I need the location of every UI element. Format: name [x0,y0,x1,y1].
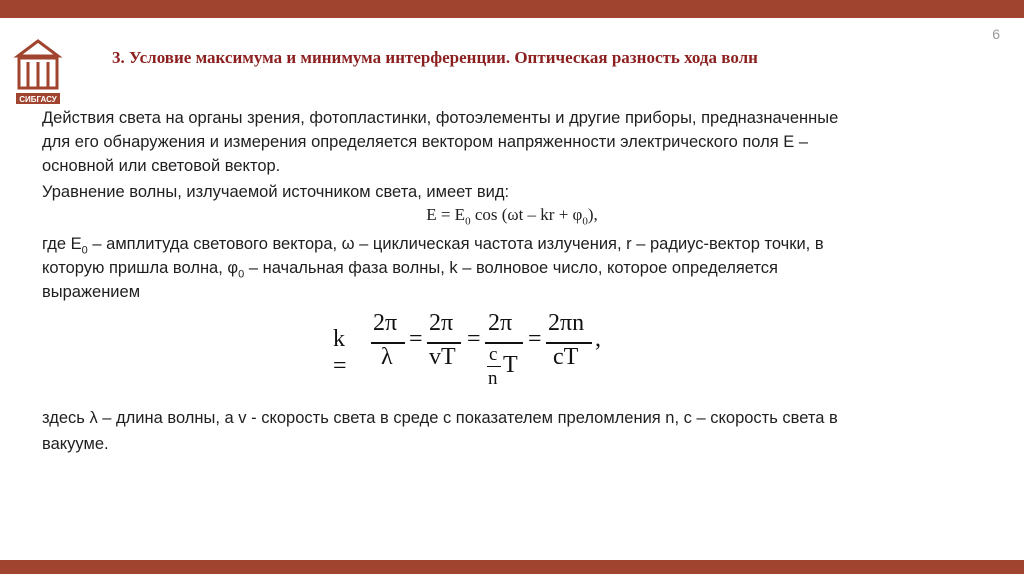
frac3-den-T: T [503,352,518,378]
formula-eq-4: = [528,326,542,352]
frac2-denominator: vT [429,344,456,370]
frac3-numerator: 2π [488,310,513,336]
formula-k-eq: k = [333,326,347,379]
top-bar [0,0,1024,18]
paragraph-line-9: вакууме. [42,435,109,453]
formula-eq-2: = [409,326,423,352]
frac4-denominator: cT [553,344,579,370]
paragraph-line-7: выражением [42,283,141,301]
frac3-inner-line [487,366,501,367]
paragraph-line-1: Действия света на органы зрения, фотопластинки, фотоэлементы и другие приборы, предназначенные [42,109,839,127]
frac1-numerator: 2π [373,310,398,336]
paragraph-line-2: для его обнаружения и измерения определяется вектором напряженности электрического поля E – [42,133,809,151]
svg-text:СИБГАСУ: СИБГАСУ [19,95,57,104]
frac1-denominator: λ [381,344,393,370]
paragraph-line-5: где $E_0$ – амплитуда светового вектора, ω – циклическая частота излучения, r – радиус-вектор точки, в [42,235,824,257]
frac3-den-n: n [488,368,498,389]
bottom-bar [0,560,1024,574]
paragraph-line-6: которую пришла волна, $\varphi_0$ – начальная фаза волны, k – волновое число, которое определяется [42,259,778,281]
paragraph-line-3: основной или световой вектор. [42,157,281,175]
page-number: 6 [992,26,1000,42]
university-logo [13,38,63,108]
paragraph-line-4: Уравнение волны, излучаемой источником света, имеет вид: [42,183,510,201]
frac3-den-c: c [489,344,498,365]
frac4-numerator: 2πn [548,310,585,336]
paragraph-line-8: здесь λ – длина волны, а v - скорость света в среде с показателем преломления n, c – скорость света в [42,409,838,427]
slide-title: 3. Условие максимума и минимума интерференции. Оптическая разность хода волн [112,48,758,67]
formula-eq-3: = [467,326,481,352]
frac2-numerator: 2π [429,310,454,336]
wave-equation: $E = E_0$ cos (ωt – kr + $\varphi_0$), [426,205,598,228]
formula-comma: , [595,326,601,352]
